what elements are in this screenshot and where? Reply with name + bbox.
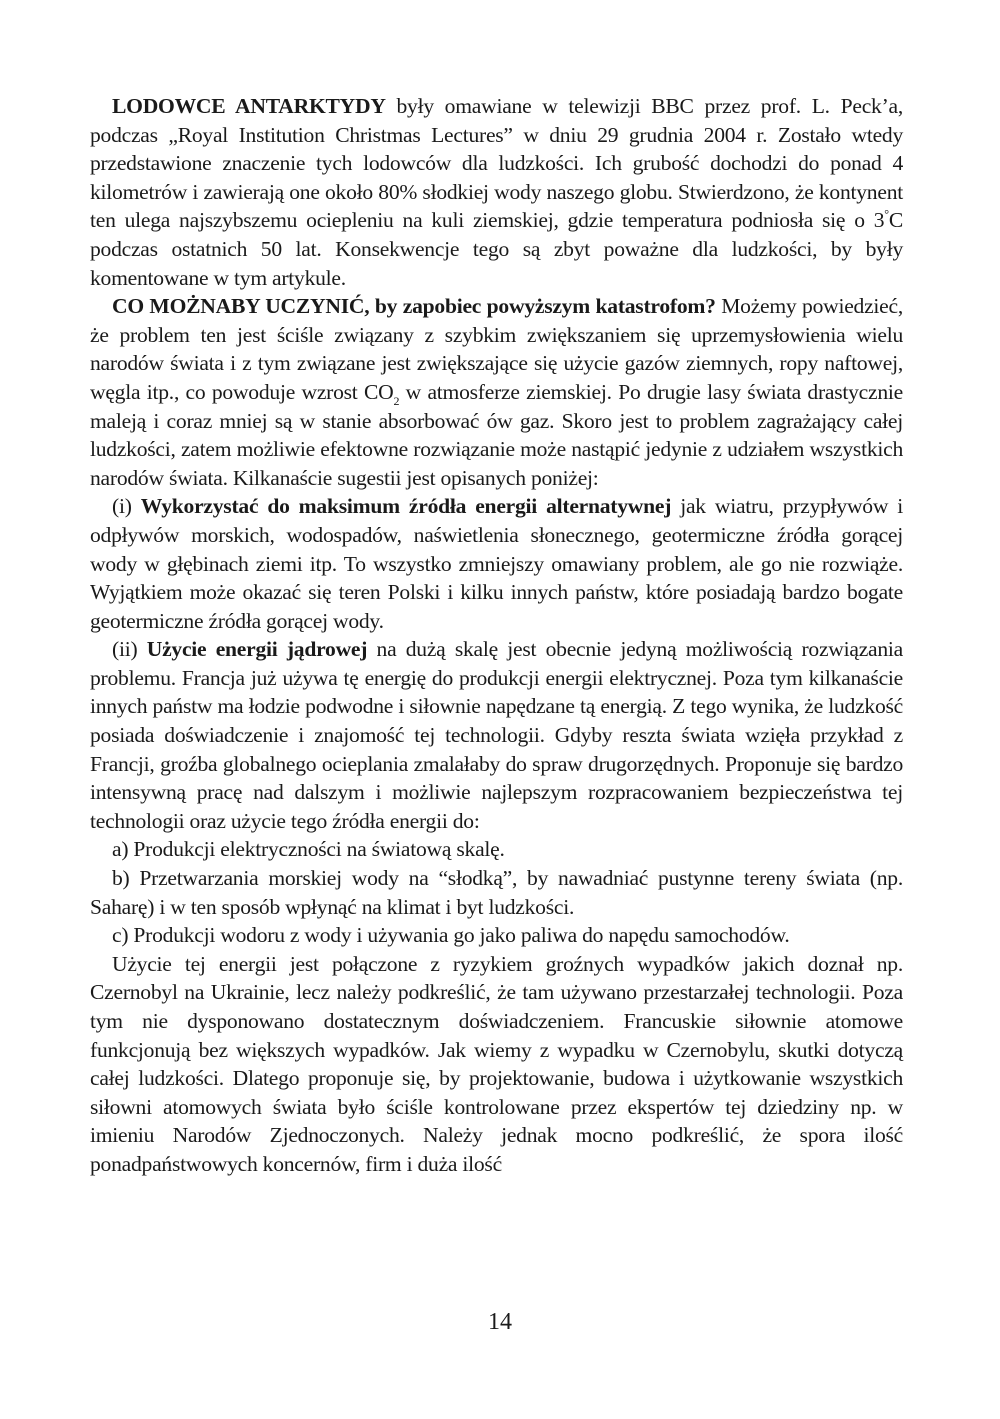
list-marker-i: (i) [112, 494, 141, 519]
page-number: 14 [488, 1309, 512, 1335]
heading-antarctic-glaciers: LODOWCE ANTARKTYDY [112, 94, 386, 118]
paragraph-antarctic-glaciers [90, 92, 903, 292]
paragraph-text: jak wiatru, przypływów i odpływów morskich, wodospadów, naświetlenia słonecznego, geotermiczne źródła gorącej wody w głębinach ziemi itp. To wszystko zmniejszy omawiany problem, ale go nie rozwiąże. Wyjątkiem może okazać się teren Polski i kilku innych państw, które posiadają bardzo bogate geotermiczne źródła gorącej wody. [90, 494, 903, 633]
body-text [90, 92, 903, 1179]
list-item-c [90, 921, 903, 950]
list-marker-ii: (ii) [112, 637, 147, 662]
paragraph-what-can-be-done [90, 292, 903, 492]
list-item-text: c) Produkcji wodoru z wody i używania go jako paliwa do napędu samochodów. [112, 923, 790, 948]
heading-alternative-energy: Wykorzystać do maksimum źródła energii alternatywnej [140, 494, 672, 519]
list-item-a [90, 835, 903, 864]
list-item-text: a) Produkcji elektryczności na światową skalę. [112, 837, 505, 862]
heading-what-can-be-done: CO MOŻNABY UCZYNIĆ, by zapobiec powyższym katastrofom? [112, 294, 716, 319]
degree-superscript: ° [884, 207, 889, 222]
paragraph-text: były omawiane w telewizji BBC przez prof. L. Peck’a, podczas „Royal Institution Christmas Lectures” w dniu 29 grudnia 2004 r. Zostało wtedy przedstawione znaczenie tych lodowców dla ludzkości. Ich grubość dochodzi do ponad 4 kilometrów i zawierają one około 80% słodkiej wody naszego globu. Stwierdzono, że kontynent ten ulega najszybszemu ociepleniu na kuli ziemskiej, gdzie temperatura podniosła się o 3 [90, 94, 904, 233]
list-item-text: b) Przetwarzania morskiej wody na “słodką”, by nawadniać pustynne tereny świata (np. Saharę) i w ten sposób wpłynąć na klimat i byt ludzkości. [90, 866, 903, 919]
heading-nuclear-energy: Użycie energii jądrowej [146, 637, 368, 662]
paragraph-alternative-energy [90, 492, 903, 635]
list-item-b [90, 864, 903, 921]
paragraph-text: na dużą skalę jest obecnie jedyną możliwością rozwiązania problemu. Francja już używa tę energię do produkcji energii elektrycznej. Poza tym kilkanaście innych państw ma łodzie podwodne i siłownie napędzane tą energią. Z tego wynika, że ludzkość posiada doświadczenie i znajomość tej technologii. Gdyby reszta świata wzięła przykład z Francji, groźba globalnego ocieplania zmalałaby do spraw drugorzędnych. Proponuje się bardzo intensywną pracę nad dalszym i możliwie najlepszym rozpracowaniem bezpieczeństwa tej technologii oraz użycie tego źródła energii do: [90, 637, 904, 833]
paragraph-nuclear-energy [90, 635, 903, 835]
paragraph-text: Możemy powiedzieć, że problem ten jest ściśle związany z szybkim zwiększaniem się uprzemysłowienia wielu narodów świata i z tym związane jest zwiększające się użycie gazów ziemnych, ropy naftowej, węgla itp., co powoduje wzrost CO [90, 294, 903, 404]
co2-subscript: 2 [393, 393, 400, 408]
paragraph-text: w atmosferze ziemskiej. Po drugie lasy świata drastycznie maleją i coraz mniej są w stanie absorbować ów gaz. Skoro jest to problem zagrażający całej ludzkości, zatem możliwie efektowne rozwiązanie może nastąpić jedynie z udziałem wszystkich narodów świata. Kilkanaście sugestii jest opisanych poniżej: [90, 379, 903, 490]
paragraph-text: Użycie tej energii jest połączone z ryzykiem groźnych wypadków jakich doznał np. Czernobyl na Ukrainie, lecz należy podkreślić, że tam używano przestarzałej technologii. Poza tym nie dysponowano dostatecznym doświadczeniem. Francuskie siłownie atomowe funkcjonują bez większych wypadków. Jak wiemy z wypadku w Czernobylu, skutki dotyczą całej ludzkości. Dlatego proponuje się, by projektowanie, budowa i użytkowanie wszystkich siłowni atomowych świata było ściśle kontrolowane przez ekspertów tej dziedziny np. w imieniu Narodów Zjednoczonych. Należy jednak mocno podkreślić, że spora ilość ponadpaństwowych koncernów, firm i duża ilość [90, 951, 903, 1176]
paragraph-nuclear-risk [90, 950, 903, 1179]
paragraph-text: C podczas ostatnich 50 lat. Konsekwencje tego są zbyt poważne dla ludzkości, by były komentowane w tym artykule. [90, 208, 903, 290]
